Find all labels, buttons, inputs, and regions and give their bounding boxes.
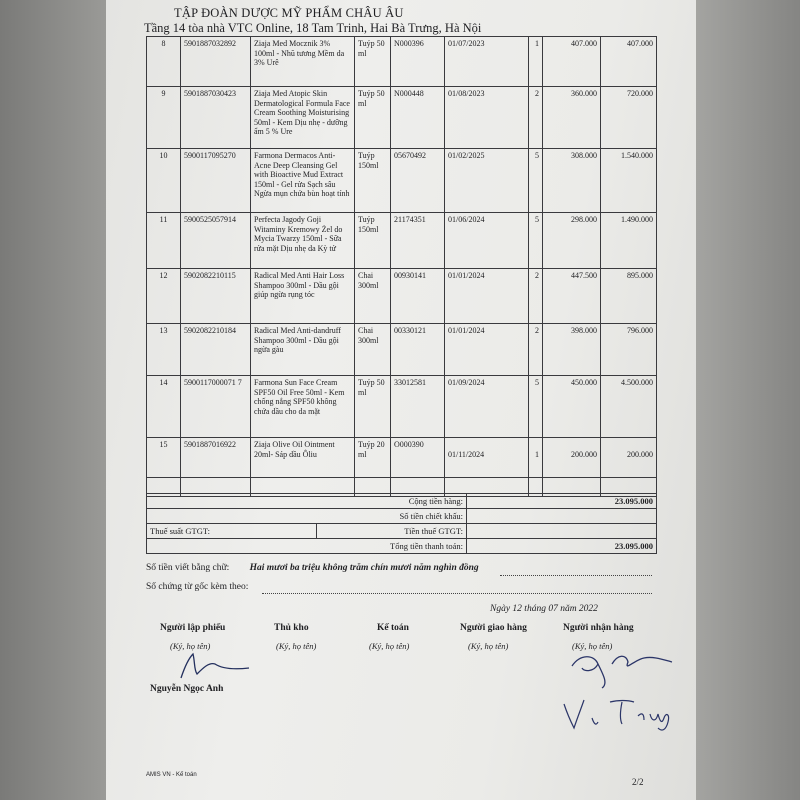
row-unit: Tuýp 20 ml	[355, 438, 391, 478]
preparer-name: Nguyễn Ngọc Anh	[150, 684, 224, 694]
orig-docs-label: Số chứng từ gốc kèm theo:	[146, 582, 249, 592]
row-name: Radical Med Anti Hair Loss Shampoo 300ml - Dầu gội giúp ngừa rụng tóc	[251, 269, 355, 324]
table-row	[147, 269, 657, 324]
row-date: 01/09/2024	[445, 376, 529, 438]
row-stt: 12	[147, 269, 181, 324]
sig-hint-storekeeper: (Ký, họ tên)	[276, 641, 317, 651]
row-date: 01/07/2023	[445, 37, 529, 87]
row-amount: 796.000	[601, 324, 657, 376]
row-name: Farmona Sun Face Cream SPF50 Oil Free 50ml - Kem chống nắng SPF50 không chứa dầu cho da mặt	[251, 376, 355, 438]
sig-title-accountant: Kế toán	[377, 623, 409, 633]
row-price: 447.500	[543, 269, 601, 324]
row-code: 5902082210184	[181, 324, 251, 376]
sig-hint-receiver: (Ký, họ tên)	[572, 641, 613, 651]
totals-table	[146, 493, 657, 554]
sig-title-storekeeper: Thủ kho	[274, 623, 309, 633]
row-date: 01/11/2024	[445, 438, 529, 478]
row-price: 308.000	[543, 149, 601, 213]
row-lot: O000390	[391, 438, 445, 478]
subtotal-value: 23.095.000	[467, 494, 657, 509]
table-row	[147, 149, 657, 213]
row-qty: 5	[529, 149, 543, 213]
discount-row	[147, 509, 657, 524]
row-code: 5901887030423	[181, 87, 251, 149]
receiver-signature	[568, 650, 678, 690]
table-row	[147, 213, 657, 269]
row-code: 5902082210115	[181, 269, 251, 324]
row-unit: Tuýp 50 ml	[355, 37, 391, 87]
sig-title-receiver: Người nhận hàng	[563, 623, 634, 633]
grand-total-row	[147, 539, 657, 554]
row-lot: N000396	[391, 37, 445, 87]
row-code: 5900117000071 7	[181, 376, 251, 438]
row-qty: 1	[529, 37, 543, 87]
row-qty: 5	[529, 376, 543, 438]
table-row	[147, 324, 657, 376]
amount-in-words-label: Số tiền viết bằng chữ:	[146, 563, 230, 573]
receiver-handwritten-name	[558, 692, 678, 734]
discount-value	[467, 509, 657, 524]
dotted-line	[262, 593, 652, 594]
table-row	[147, 87, 657, 149]
page-number: 2/2	[632, 777, 644, 787]
row-unit: Tuýp 150ml	[355, 149, 391, 213]
preparer-signature	[175, 650, 255, 684]
row-amount: 407.000	[601, 37, 657, 87]
software-footer: AMIS VN - Kế toán	[146, 772, 197, 778]
row-code: 5901887016922	[181, 438, 251, 478]
row-stt: 14	[147, 376, 181, 438]
row-stt: 15	[147, 438, 181, 478]
row-unit: Chai 300ml	[355, 324, 391, 376]
row-amount: 1.490.000	[601, 213, 657, 269]
row-price: 407.000	[543, 37, 601, 87]
desk-background-right	[692, 0, 800, 800]
row-lot: 21174351	[391, 213, 445, 269]
row-qty: 5	[529, 213, 543, 269]
dotted-line	[500, 575, 652, 576]
row-name: Ziaja Olive Oil Ointment 20ml- Sáp dầu Ôliu	[251, 438, 355, 478]
row-price: 298.000	[543, 213, 601, 269]
row-amount: 1.540.000	[601, 149, 657, 213]
row-lot: 00330121	[391, 324, 445, 376]
row-date: 01/06/2024	[445, 213, 529, 269]
row-stt: 9	[147, 87, 181, 149]
grand-total-value: 23.095.000	[467, 539, 657, 554]
row-name: Ziaja Med Mocznik 3% 100ml - Nhũ tương Mềm da 3% Urê	[251, 37, 355, 87]
row-amount: 895.000	[601, 269, 657, 324]
row-lot: 33012581	[391, 376, 445, 438]
row-price: 398.000	[543, 324, 601, 376]
table-row	[147, 376, 657, 438]
row-code: 5901887032892	[181, 37, 251, 87]
sig-title-deliverer: Người giao hàng	[460, 623, 527, 633]
amount-in-words-value: Hai mươi ba triệu không trăm chín mươi năm nghìn đồng	[249, 563, 479, 573]
row-date: 01/01/2024	[445, 324, 529, 376]
sig-hint-preparer: (Ký, họ tên)	[170, 641, 211, 651]
row-amount: 4.500.000	[601, 376, 657, 438]
row-qty: 1	[529, 438, 543, 478]
amount-in-words	[146, 563, 479, 573]
row-price: 360.000	[543, 87, 601, 149]
company-name: TẬP ĐOÀN DƯỢC MỸ PHẨM CHÂU ÂU	[174, 6, 404, 20]
vat-label: Tiền thuế GTGT:	[317, 524, 467, 539]
row-stt: 11	[147, 213, 181, 269]
row-price: 200.000	[543, 438, 601, 478]
row-date: 01/08/2023	[445, 87, 529, 149]
row-name: Farmona Dermacos Anti-Acne Deep Cleansing Gel with Bioactive Mud Extract 150ml - Gel rửa Sạch sâu Ngừa mụn chứa bùn hoạt tính	[251, 149, 355, 213]
desk-background-left	[0, 0, 106, 800]
row-qty: 2	[529, 324, 543, 376]
subtotal-row	[147, 494, 657, 509]
table-row	[147, 37, 657, 87]
row-unit: Tuýp 50 ml	[355, 87, 391, 149]
sig-hint-deliverer: (Ký, họ tên)	[468, 641, 509, 651]
discount-label: Số tiền chiết khấu:	[147, 509, 467, 524]
row-amount: 200.000	[601, 438, 657, 478]
row-stt: 8	[147, 37, 181, 87]
row-unit: Tuýp 50 ml	[355, 376, 391, 438]
subtotal-label: Cộng tiền hàng:	[147, 494, 467, 509]
row-stt: 13	[147, 324, 181, 376]
items-table	[146, 36, 657, 497]
vat-value	[467, 524, 657, 539]
row-date: 01/01/2024	[445, 269, 529, 324]
sig-title-preparer: Người lập phiếu	[160, 623, 226, 633]
row-unit: Tuýp 150ml	[355, 213, 391, 269]
row-code: 5900525057914	[181, 213, 251, 269]
sig-hint-accountant: (Ký, họ tên)	[369, 641, 410, 651]
vat-row	[147, 524, 657, 539]
document-date: Ngày 12 tháng 07 năm 2022	[490, 604, 598, 614]
row-qty: 2	[529, 269, 543, 324]
row-name: Ziaja Med Atopic Skin Dermatological Formula Face Cream Soothing Moisturising 50ml - Kem Dịu nhẹ - dưỡng ẩm 5 % Ure	[251, 87, 355, 149]
row-lot: N000448	[391, 87, 445, 149]
row-code: 5900117095270	[181, 149, 251, 213]
row-name: Radical Med Anti-dandruff Shampoo 300ml - Dầu gội ngừa gàu	[251, 324, 355, 376]
grand-total-label: Tổng tiền thanh toán:	[147, 539, 467, 554]
row-unit: Chai 300ml	[355, 269, 391, 324]
row-price: 450.000	[543, 376, 601, 438]
row-qty: 2	[529, 87, 543, 149]
table-row	[147, 438, 657, 478]
row-lot: 05670492	[391, 149, 445, 213]
row-stt: 10	[147, 149, 181, 213]
row-lot: 00930141	[391, 269, 445, 324]
vat-rate-label: Thuế suất GTGT:	[147, 524, 317, 539]
row-name: Perfecta Jagody Goji Witaminy Kremowy Żel do Mycia Twarzy 150ml - Sữa rửa mặt Dịu nhẹ da Kỳ tử	[251, 213, 355, 269]
row-amount: 720.000	[601, 87, 657, 149]
company-address: Tầng 14 tòa nhà VTC Online, 18 Tam Trinh, Hai Bà Trưng, Hà Nội	[144, 21, 482, 35]
row-date: 01/02/2025	[445, 149, 529, 213]
